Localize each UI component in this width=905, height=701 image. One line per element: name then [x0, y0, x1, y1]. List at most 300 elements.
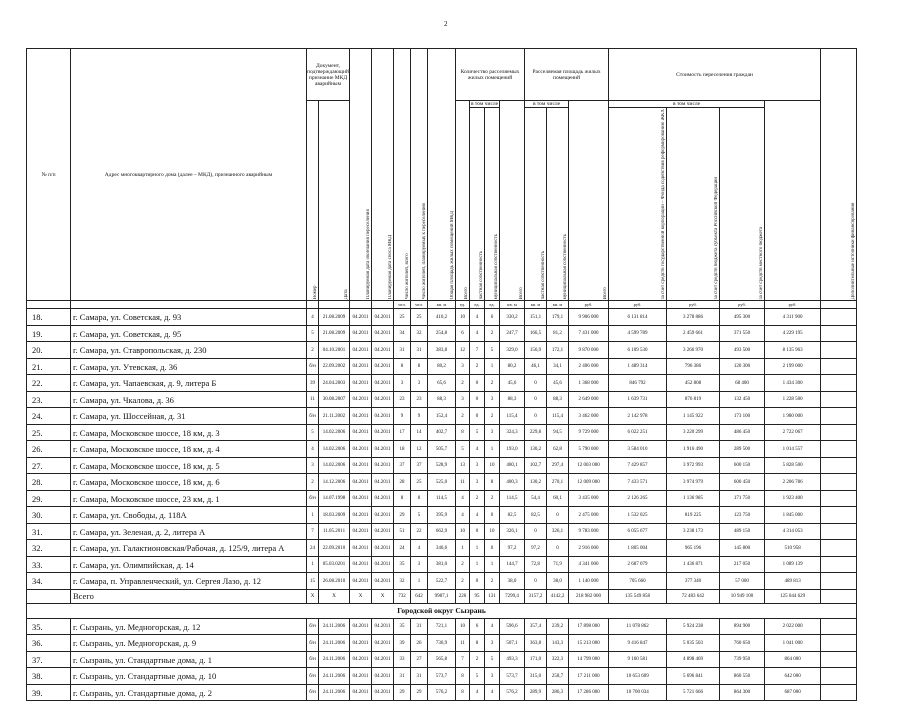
- table-row: [27, 684, 857, 701]
- cell-area: 522,7: [428, 573, 456, 590]
- cell-c3: 5 924 238: [667, 618, 720, 635]
- cell-c2: 7 433 571: [609, 474, 667, 491]
- cell-c3: 3 974 979: [667, 474, 720, 491]
- header-rooms-incl: в том числе: [470, 101, 499, 107]
- cell-d1: 04.2011: [350, 424, 372, 441]
- unit-cell: ед.: [456, 301, 470, 309]
- cell-docnum: б/н: [307, 635, 319, 652]
- cell-a2: 0: [525, 408, 547, 425]
- header-residents-planned: Число жителей, планируемых к переселению: [411, 49, 428, 301]
- cell-d2: 04.2011: [372, 556, 394, 573]
- cell-area: 528,9: [428, 457, 456, 474]
- cell-d1: 04.2011: [350, 618, 372, 635]
- cell-docnum: б/н: [307, 668, 319, 685]
- cell-q3: 5: [485, 651, 500, 668]
- cell-a3: 297,4: [547, 457, 569, 474]
- cell-q2: 6: [470, 618, 485, 635]
- cell-docnum: 2: [307, 342, 319, 359]
- total-cell: X: [372, 589, 394, 603]
- cell-q2: 3: [470, 457, 485, 474]
- cell-area: 525,0: [428, 474, 456, 491]
- cell-q1: 3: [456, 358, 470, 375]
- cell-r2: 3: [411, 556, 428, 573]
- cell-r1: 51: [394, 523, 411, 540]
- total-cell: 226: [456, 589, 470, 603]
- cell-d1: 04.2011: [350, 668, 372, 685]
- cell-c2: 6 109 530: [609, 342, 667, 359]
- cell-docnum: б/н: [307, 408, 319, 425]
- cell-docnum: 15: [307, 573, 319, 590]
- cell-r1: 32: [394, 573, 411, 590]
- cell-q2: 2: [470, 651, 485, 668]
- cell-a3: 270,1: [547, 474, 569, 491]
- cell-docnum: 1: [307, 507, 319, 524]
- cell-q2: 1: [470, 556, 485, 573]
- cell-a1: 88,3: [500, 391, 525, 408]
- cell-c5: 1 089 139: [765, 556, 821, 573]
- header-cost-fund: за счет средств государственной корпорации – Фонда содействия реформированию ЖКХ: [609, 108, 667, 301]
- row-number: 21.: [27, 358, 71, 375]
- row-number: 37.: [27, 651, 71, 668]
- cell-a3: 115,4: [547, 408, 569, 425]
- cell-d2: 04.2011: [372, 391, 394, 408]
- row-number: 25.: [27, 424, 71, 441]
- cell-a1: 82,5: [500, 507, 525, 524]
- cell-r1: 37: [394, 457, 411, 474]
- cell-c5: 1 228 500: [765, 391, 821, 408]
- table-row: [27, 325, 857, 342]
- cell-q1: 4: [456, 490, 470, 507]
- header-cost-incl: в том числе: [609, 101, 765, 108]
- cell-q2: 5: [470, 424, 485, 441]
- cell-area: 381,0: [428, 556, 456, 573]
- cell-a2: 0: [525, 391, 547, 408]
- table-row: [27, 375, 857, 392]
- row-number: 28.: [27, 474, 71, 491]
- cell-c5: 687 000: [765, 684, 821, 701]
- total-cell: X: [319, 589, 350, 603]
- cell-q2: 0: [470, 573, 485, 590]
- cell-docdate: 14.02.2006: [319, 457, 350, 474]
- cell-empty: [821, 668, 857, 685]
- cell-q2: 4: [470, 325, 485, 342]
- cell-c3: 5 035 503: [667, 635, 720, 652]
- cell-c4: 495 300: [720, 309, 765, 326]
- cell-empty: [821, 358, 857, 375]
- cell-area: 152,4: [428, 408, 456, 425]
- cell-r1: 3: [394, 375, 411, 392]
- cell-c2: 2 142 978: [609, 408, 667, 425]
- cell-docnum: 24: [307, 540, 319, 557]
- cell-empty: [821, 474, 857, 491]
- cell-a3: 286,3: [547, 684, 569, 701]
- cell-a2: 0: [525, 375, 547, 392]
- cell-docdate: 21.11.2002: [319, 408, 350, 425]
- row-address: г. Самара, ул. Галактионовская/Рабочая, д. 125/9, литера А: [71, 540, 307, 557]
- header-rooms-municipal: муниципальная собственность: [485, 108, 500, 301]
- cell-q1: 13: [456, 457, 470, 474]
- cell-a3: 62,8: [547, 441, 569, 458]
- cell-d1: 04.2011: [350, 573, 372, 590]
- cell-c1: 3 435 000: [569, 490, 609, 507]
- cell-d1: 04.2011: [350, 358, 372, 375]
- cell-q3: 2: [485, 490, 500, 507]
- cell-docdate: 24.11.2006: [319, 618, 350, 635]
- cell-a3: 71,9: [547, 556, 569, 573]
- total-cell: 218 982 000: [569, 589, 609, 603]
- cell-c3: 3 266 970: [667, 342, 720, 359]
- cell-r1: 8: [394, 358, 411, 375]
- total-cell: 125 044 629: [765, 589, 821, 603]
- cell-docdate: 14.02.2006: [319, 441, 350, 458]
- cell-r1: 35: [394, 556, 411, 573]
- cell-a3: 81,2: [547, 325, 569, 342]
- total-cell: 10 949 100: [720, 589, 765, 603]
- cell-q3: 2: [485, 573, 500, 590]
- cell-q3: 3: [485, 424, 500, 441]
- cell-a1: 324,3: [500, 424, 525, 441]
- cell-docnum: б/н: [307, 684, 319, 701]
- cell-q3: 10: [485, 523, 500, 540]
- cell-d1: 04.2011: [350, 408, 372, 425]
- cell-docdate: 24.11.2006: [319, 651, 350, 668]
- cell-a2: 102,7: [525, 457, 547, 474]
- cell-a1: 400,3: [500, 474, 525, 491]
- cell-c4: 173 100: [720, 408, 765, 425]
- units-row: [27, 301, 857, 309]
- cell-d1: 04.2011: [350, 342, 372, 359]
- row-number: 23.: [27, 391, 71, 408]
- total-cell: 4142,2: [547, 589, 569, 603]
- cell-c1: 1 140 000: [569, 573, 609, 590]
- cell-docdate: 26.08.2010: [319, 573, 350, 590]
- cell-q2: 4: [470, 684, 485, 701]
- header-area-group: Расселяемая площадь жилых помещений: [525, 49, 609, 101]
- table-row: [27, 556, 857, 573]
- cell-q2: 0: [470, 408, 485, 425]
- cell-r2: 27: [411, 651, 428, 668]
- cell-a1: 596,6: [500, 618, 525, 635]
- cell-docdate: 05.03.0201: [319, 556, 350, 573]
- table-row: [27, 358, 857, 375]
- cell-docdate: 24.11.2006: [319, 684, 350, 701]
- cell-d1: 04.2011: [350, 375, 372, 392]
- cell-c4: 760 650: [720, 635, 765, 652]
- header-num: № п/п: [27, 49, 71, 301]
- cell-r1: 8: [394, 490, 411, 507]
- row-address: г. Самара, Московское шоссе, 18 км, д. 5: [71, 457, 307, 474]
- cell-q2: 4: [470, 441, 485, 458]
- header-residents-total: Число жителей, всего: [394, 49, 411, 301]
- row-address: г. Сызрань, ул. Стандартные дома, д. 10: [71, 668, 307, 685]
- total-cell: X: [307, 589, 319, 603]
- cell-empty: [821, 408, 857, 425]
- cell-c4: 894 900: [720, 618, 765, 635]
- cell-d2: 04.2011: [372, 684, 394, 701]
- table-row: [27, 490, 857, 507]
- cell-q3: 1: [485, 358, 500, 375]
- cell-q1: 2: [456, 573, 470, 590]
- cell-area: 565,8: [428, 651, 456, 668]
- cell-c1: 9 870 000: [569, 342, 609, 359]
- row-number: 38.: [27, 668, 71, 685]
- cell-r2: 5: [411, 507, 428, 524]
- cell-empty: [821, 375, 857, 392]
- cell-q2: 0: [470, 375, 485, 392]
- cell-c4: 123 750: [720, 507, 765, 524]
- cell-a1: 507,1: [500, 635, 525, 652]
- cell-docnum: 1: [307, 556, 319, 573]
- cell-d1: 04.2011: [350, 391, 372, 408]
- cell-r2: 31: [411, 618, 428, 635]
- cell-q1: 2: [456, 408, 470, 425]
- cell-c5: 1 845 000: [765, 507, 821, 524]
- cell-c2: 6 055 677: [609, 523, 667, 540]
- cell-c5: 8 135 963: [765, 342, 821, 359]
- cell-c3: 2 459 661: [667, 325, 720, 342]
- row-address: г. Самара, ул. Советская, д. 93: [71, 309, 307, 326]
- cell-c4: 371 550: [720, 325, 765, 342]
- cell-a3: 172,1: [547, 342, 569, 359]
- table-row: [27, 391, 857, 408]
- cell-c4: 132 450: [720, 391, 765, 408]
- cell-r1: 23: [394, 391, 411, 408]
- cell-r2: 3: [411, 375, 428, 392]
- table-body-syzran: [27, 618, 857, 701]
- cell-c4: 57 000: [720, 573, 765, 590]
- table-row: [27, 441, 857, 458]
- cell-q3: 2: [485, 375, 500, 392]
- cell-r2: 22: [411, 523, 428, 540]
- cell-area: 505,7: [428, 441, 456, 458]
- cell-r2: 29: [411, 684, 428, 701]
- cell-q3: 1: [485, 556, 500, 573]
- cell-a3: 0: [547, 507, 569, 524]
- cell-c2: 3 584 010: [609, 441, 667, 458]
- cell-c2: 9 160 581: [609, 651, 667, 668]
- cell-c2: 1 532 025: [609, 507, 667, 524]
- table-row: [27, 309, 857, 326]
- cell-q1: 8: [456, 424, 470, 441]
- cell-c3: 452 808: [667, 375, 720, 392]
- total-cell: 95: [470, 589, 485, 603]
- cell-q1: 6: [456, 325, 470, 342]
- cell-r2: 12: [411, 441, 428, 458]
- cell-c5: 1 923 400: [765, 490, 821, 507]
- cell-c5: 2 722 067: [765, 424, 821, 441]
- cell-r2: 1: [411, 573, 428, 590]
- cell-c1: 9 906 000: [569, 309, 609, 326]
- cell-docdate: 11.05.2011: [319, 523, 350, 540]
- cell-c2: 846 792: [609, 375, 667, 392]
- header-cost-local: за счет средств местного бюджета: [720, 108, 765, 301]
- cell-area: 736,9: [428, 635, 456, 652]
- unit-cell: чел.: [394, 301, 411, 309]
- cell-a1: 97,2: [500, 540, 525, 557]
- cell-a3: 34,1: [547, 358, 569, 375]
- cell-docdate: 30.08.2007: [319, 391, 350, 408]
- cell-c5: 4 314 053: [765, 523, 821, 540]
- cell-c1: 12 003 000: [569, 457, 609, 474]
- row-address: г. Самара, ул. Свободы, д. 118А: [71, 507, 307, 524]
- header-rooms-private: частная собственность: [470, 108, 485, 301]
- cell-docdate: 14.07.1998: [319, 490, 350, 507]
- cell-docdate: 22.09.2002: [319, 358, 350, 375]
- cell-r2: 25: [411, 474, 428, 491]
- row-number: 19.: [27, 325, 71, 342]
- row-address: г. Сызрань, ул. Медногорская, д. 9: [71, 635, 307, 652]
- cell-d1: 04.2011: [350, 507, 372, 524]
- unit-cell: кв. м: [547, 301, 569, 309]
- row-address: г. Сызрань, ул. Стандартные дома, д. 1: [71, 651, 307, 668]
- cell-a3: 60,1: [547, 490, 569, 507]
- cell-r2: 31: [411, 668, 428, 685]
- cell-r1: 31: [394, 342, 411, 359]
- row-number: 32.: [27, 540, 71, 557]
- section-title: Городской округ Сызрань: [27, 603, 857, 618]
- cell-q2: 8: [470, 635, 485, 652]
- cell-c1: 1 368 000: [569, 375, 609, 392]
- cell-q3: 4: [485, 684, 500, 701]
- cell-docnum: 11: [307, 391, 319, 408]
- cell-empty: [821, 457, 857, 474]
- cell-docnum: б/н: [307, 358, 319, 375]
- cell-empty: [821, 618, 857, 635]
- cell-q2: 0: [470, 391, 485, 408]
- cell-a2: 289,9: [525, 684, 547, 701]
- cell-area: 410,2: [428, 309, 456, 326]
- cell-empty: [821, 342, 857, 359]
- cell-docdate: 24.11.2006: [319, 635, 350, 652]
- row-address: г. Самара, ул. Олимпийская, д. 14: [71, 556, 307, 573]
- total-cell: 9987,1: [428, 589, 456, 603]
- cell-a2: 151,1: [525, 309, 547, 326]
- cell-empty: [821, 651, 857, 668]
- row-address: г. Самара, ул. Советская, д. 95: [71, 325, 307, 342]
- cell-d2: 04.2011: [372, 490, 394, 507]
- cell-q3: 3: [485, 391, 500, 408]
- cell-a2: 363,8: [525, 635, 547, 652]
- cell-q1: 8: [456, 684, 470, 701]
- cell-empty: [821, 391, 857, 408]
- header-address: Адрес многоквартирного дома (далее – МКД), признанного аварийным: [71, 49, 307, 301]
- cell-d1: 04.2011: [350, 651, 372, 668]
- cell-area: 88,3: [428, 391, 456, 408]
- total-row: [27, 589, 857, 603]
- row-address: г. Самара, п. Управленческий, ул. Сергея Лазо, д. 12: [71, 573, 307, 590]
- cell-d1: 04.2011: [350, 540, 372, 557]
- cell-c3: 1 145 922: [667, 408, 720, 425]
- cell-a3: 38,0: [547, 573, 569, 590]
- unit-cell: ед.: [470, 301, 485, 309]
- unit-cell: руб.: [720, 301, 765, 309]
- unit-cell: руб.: [609, 301, 667, 309]
- cell-c5: 2 199 000: [765, 358, 821, 375]
- header-area-private: частная собственность: [525, 108, 547, 301]
- cell-a1: 38,0: [500, 573, 525, 590]
- row-address: г. Сызрань, ул. Стандартные дома, д. 2: [71, 684, 307, 701]
- cell-d1: 04.2011: [350, 523, 372, 540]
- header-extra: Дополнительные источники финансирования: [821, 49, 857, 301]
- cell-a3: 322,3: [547, 651, 569, 668]
- cell-area: 65,6: [428, 375, 456, 392]
- cell-area: 80,2: [428, 358, 456, 375]
- cell-a1: 115,4: [500, 408, 525, 425]
- cell-d1: 04.2011: [350, 441, 372, 458]
- cell-a1: 247,7: [500, 325, 525, 342]
- cell-c4: 489 150: [720, 523, 765, 540]
- table-row: [27, 474, 857, 491]
- cell-d2: 04.2011: [372, 507, 394, 524]
- cell-a3: 326,1: [547, 523, 569, 540]
- unit-cell: руб.: [667, 301, 720, 309]
- cell-area: 395,9: [428, 507, 456, 524]
- total-cell: 135 549 858: [609, 589, 667, 603]
- cell-c2: 1 805 004: [609, 540, 667, 557]
- cell-c2: 2 687 079: [609, 556, 667, 573]
- cell-r2: 9: [411, 408, 428, 425]
- cell-d2: 04.2011: [372, 540, 394, 557]
- cell-d1: 04.2011: [350, 325, 372, 342]
- cell-q3: 5: [485, 342, 500, 359]
- cell-a3: 94,5: [547, 424, 569, 441]
- cell-empty: [821, 556, 857, 573]
- cell-c2: 2 126 265: [609, 490, 667, 507]
- cell-c4: 171 750: [720, 490, 765, 507]
- cell-a1: 144,7: [500, 556, 525, 573]
- cell-c5: 1 014 557: [765, 441, 821, 458]
- table-body-samara: [27, 309, 857, 590]
- cell-r2: 31: [411, 342, 428, 359]
- cell-d2: 04.2011: [372, 668, 394, 685]
- header-cost-regional: за счет средств бюджета субъекта Российской Федерации: [667, 108, 720, 301]
- cell-c2: 11 078 862: [609, 618, 667, 635]
- cell-r2: 14: [411, 424, 428, 441]
- cell-q1: 3: [456, 391, 470, 408]
- table-row: [27, 523, 857, 540]
- row-number: 20.: [27, 342, 71, 359]
- cell-docnum: 2: [307, 474, 319, 491]
- unit-cell: ед.: [485, 301, 500, 309]
- row-number: 30.: [27, 507, 71, 524]
- cell-c3: 3 238 173: [667, 523, 720, 540]
- cell-r1: 31: [394, 668, 411, 685]
- unit-cell: кв. м: [525, 301, 547, 309]
- cell-c1: 14 799 000: [569, 651, 609, 668]
- cell-c2: 1 639 731: [609, 391, 667, 408]
- cell-q3: 3: [485, 668, 500, 685]
- cell-c4: 145 800: [720, 540, 765, 557]
- cell-c2: 6 131 814: [609, 309, 667, 326]
- table-row: [27, 618, 857, 635]
- row-address: г. Самара, ул. Чапаевская, д. 9, литера Б: [71, 375, 307, 392]
- row-number: 24.: [27, 408, 71, 425]
- row-address: г. Самара, ул. Шоссейная, д. 31: [71, 408, 307, 425]
- cell-a1: 576,2: [500, 684, 525, 701]
- cell-empty: [821, 635, 857, 652]
- header-area-total: Общая площадь жилых помещений МКД: [428, 49, 456, 301]
- cell-c3: 819 225: [667, 507, 720, 524]
- row-number: 36.: [27, 635, 71, 652]
- cell-docnum: б/н: [307, 618, 319, 635]
- cell-r1: 28: [394, 474, 411, 491]
- cell-a3: 45,6: [547, 375, 569, 392]
- cell-c3: 1 136 985: [667, 490, 720, 507]
- cell-r2: 37: [411, 457, 428, 474]
- cell-a2: 156,9: [525, 342, 547, 359]
- cell-area: 346,6: [428, 540, 456, 557]
- cell-c3: 3 278 886: [667, 309, 720, 326]
